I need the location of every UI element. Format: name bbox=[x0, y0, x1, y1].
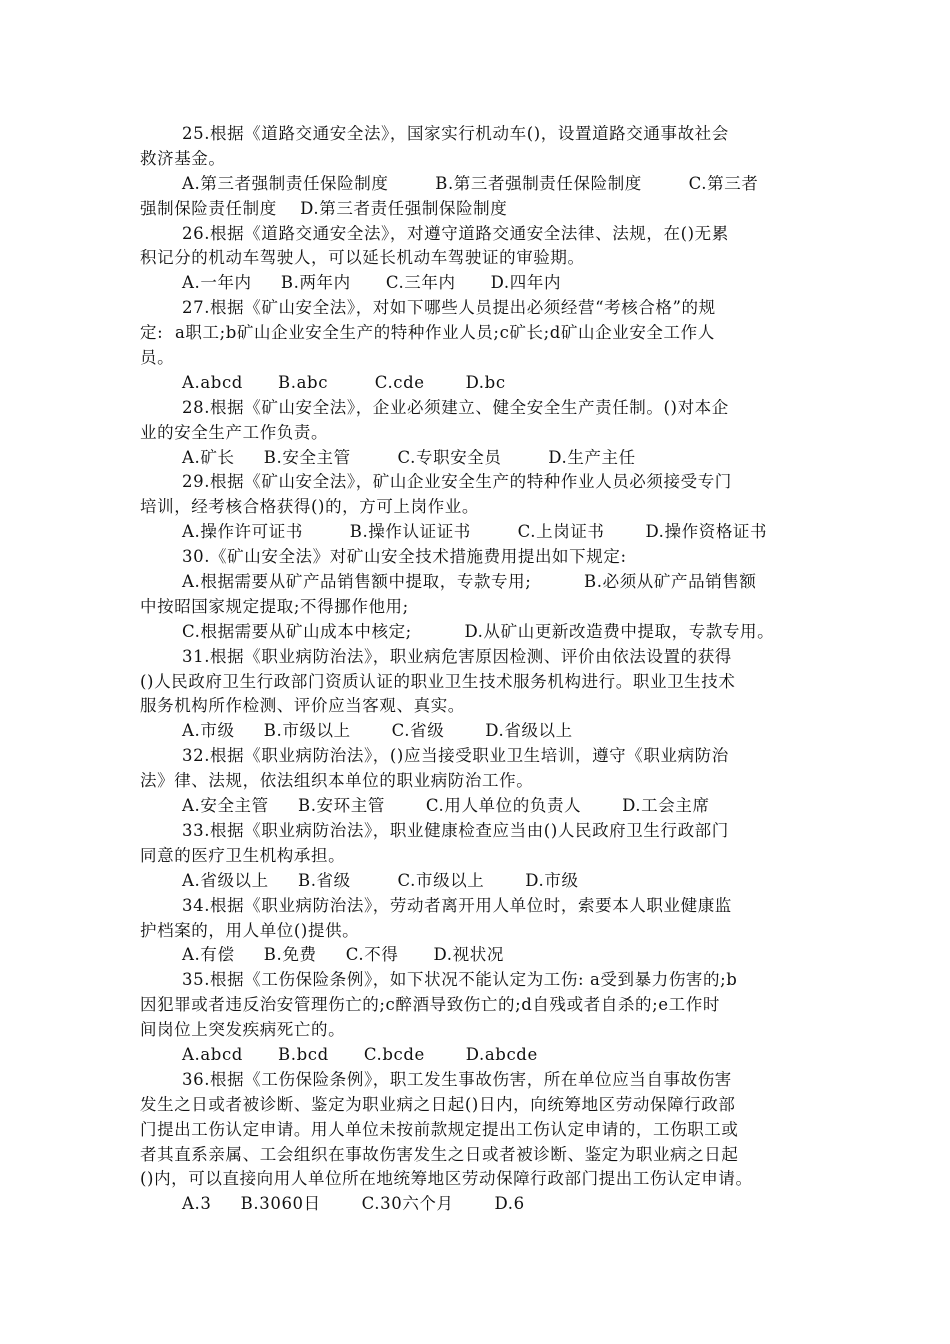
q33-stem-line2: 同意的医疗卫生机构承担。 bbox=[140, 845, 346, 865]
q36-stem-line5: ()内，可以直接向用人单位所在地统筹地区劳动保障行政部门提出工伤认定申请。 bbox=[140, 1169, 753, 1189]
q29-options: A.操作许可证书 B.操作认证证书 C.上岗证书 D.操作资格证书 bbox=[182, 522, 768, 542]
q31-stem-line2: ()人民政府卫生行政部门资质认证的职业卫生技术服务机构进行。职业卫生技术 bbox=[140, 671, 736, 691]
q36-options: A.3 B.3060日 C.30六个月 D.6 bbox=[182, 1194, 525, 1214]
q28-stem-line2: 业的安全生产工作负责。 bbox=[140, 422, 329, 442]
q29-stem-line1: 29.根据《矿山安全法》，矿山企业安全生产的特种作业人员必须接受专门 bbox=[182, 472, 732, 492]
q36-stem-line4: 者其直系亲属、工会组织在事故伤害发生之日或者被诊断、鉴定为职业病之日起 bbox=[140, 1144, 739, 1164]
q31-stem-line1: 31.根据《职业病防治法》，职业病危害原因检测、评价由依法设置的获得 bbox=[182, 646, 732, 666]
q32-stem-line2: 法》律、法规，依法组织本单位的职业病防治工作。 bbox=[140, 771, 534, 791]
q30-stem: 30.《矿山安全法》对矿山安全技术措施费用提出如下规定: bbox=[182, 547, 627, 567]
q34-stem-line2: 护档案的，用人单位()提供。 bbox=[140, 920, 360, 940]
q26-options: A.一年内 B.两年内 C.三年内 D.四年内 bbox=[182, 273, 562, 293]
q35-stem-line2: 因犯罪或者违反治安管理伤亡的;c醉酒导致伤亡的;d自残或者自杀的;e工作时 bbox=[140, 995, 720, 1015]
q26-stem-line2: 积记分的机动车驾驶人，可以延长机动车驾驶证的审验期。 bbox=[140, 248, 585, 268]
q30-options-line2: 中按昭国家规定提取;不得挪作他用; bbox=[140, 596, 409, 616]
q26-stem-line1: 26.根据《道路交通安全法》，对遵守道路交通安全法律、法规，在()无累 bbox=[182, 223, 729, 243]
q35-stem-line1: 35.根据《工伤保险条例》，如下状况不能认定为工伤: a受到暴力伤害的;b bbox=[182, 970, 738, 990]
question-text-block bbox=[140, 122, 820, 1217]
q27-stem-line1: 27.根据《矿山安全法》，对如下哪些人员提出必须经营“考核合格”的规 bbox=[182, 298, 716, 318]
q25-stem-line2: 救济基金。 bbox=[140, 148, 226, 168]
q32-options: A.安全主管 B.安环主管 C.用人单位的负责人 D.工会主席 bbox=[182, 796, 710, 816]
q33-options: A.省级以上 B.省级 C.市级以上 D.市级 bbox=[182, 870, 579, 890]
q29-stem-line2: 培训，经考核合格获得()的，方可上岗作业。 bbox=[140, 497, 479, 517]
q25-options-line1: A.第三者强制责任保险制度 B.第三者强制责任保险制度 C.第三者 bbox=[182, 173, 759, 193]
q27-options: A.abcd B.abc C.cde D.bc bbox=[182, 372, 506, 392]
q31-options: A.市级 B.市级以上 C.省级 D.省级以上 bbox=[182, 721, 573, 741]
q32-stem-line1: 32.根据《职业病防治法》，()应当接受职业卫生培训，遵守《职业病防治 bbox=[182, 746, 729, 766]
q36-stem-line1: 36.根据《工伤保险条例》，职工发生事故伤害，所在单位应当自事故伤害 bbox=[182, 1069, 732, 1089]
q27-stem-line3: 员。 bbox=[140, 348, 175, 368]
q27-stem-line2: 定: a职工;b矿山企业安全生产的特种作业人员;c矿长;d矿山企业安全工作人 bbox=[140, 323, 715, 343]
q36-stem-line3: 门提出工伤认定申请。用人单位未按前款规定提出工伤认定申请的，工伤职工或 bbox=[140, 1119, 739, 1139]
q35-options: A.abcd B.bcd C.bcde D.abcde bbox=[182, 1044, 538, 1064]
q35-stem-line3: 间岗位上突发疾病死亡的。 bbox=[140, 1020, 346, 1040]
q28-stem-line1: 28.根据《矿山安全法》，企业必须建立、健全安全生产责任制。()对本企 bbox=[182, 397, 729, 417]
q25-options-line2: 强制保险责任制度 D.第三者责任强制保险制度 bbox=[140, 198, 508, 218]
q30-options-line3: C.根据需要从矿山成本中核定; D.从矿山更新改造费中提取，专款专用。 bbox=[182, 621, 775, 641]
q31-stem-line3: 服务机构所作检测、评价应当客观、真实。 bbox=[140, 696, 465, 716]
q34-options: A.有偿 B.免费 C.不得 D.视状况 bbox=[182, 945, 504, 965]
q30-options-line1: A.根据需要从矿产品销售额中提取，专款专用; B.必须从矿产品销售额 bbox=[182, 572, 757, 592]
q28-options: A.矿长 B.安全主管 C.专职安全员 D.生产主任 bbox=[182, 447, 636, 467]
q33-stem-line1: 33.根据《职业病防治法》，职业健康检查应当由()人民政府卫生行政部门 bbox=[182, 820, 729, 840]
q34-stem-line1: 34.根据《职业病防治法》，劳动者离开用人单位时，索要本人职业健康监 bbox=[182, 895, 732, 915]
q25-stem-line1: 25.根据《道路交通安全法》，国家实行机动车()，设置道路交通事故社会 bbox=[182, 124, 729, 143]
q36-stem-line2: 发生之日或者被诊断、鉴定为职业病之日起()日内，向统筹地区劳动保障行政部 bbox=[140, 1094, 736, 1114]
